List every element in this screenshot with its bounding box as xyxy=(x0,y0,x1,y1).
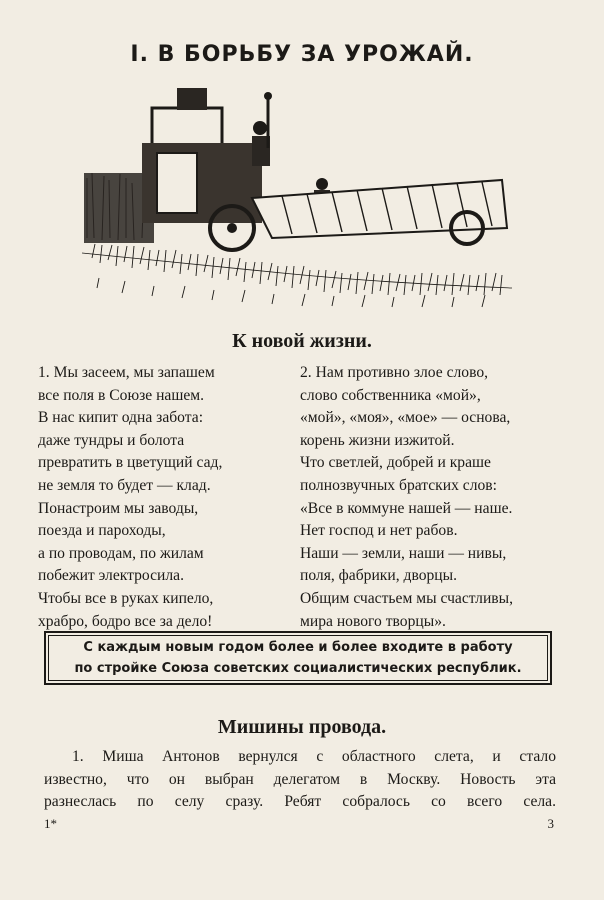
poem-line: слово собственника «мой», xyxy=(300,386,481,404)
poem-line: полнозвучных братских слов: xyxy=(300,476,497,494)
slogan-banner xyxy=(44,631,552,685)
poem-stanza-1 xyxy=(38,362,293,633)
poem-line: а по проводам, по жилам xyxy=(38,544,204,562)
chapter-title: I. В БОРЬБУ ЗА УРОЖАЙ. xyxy=(130,42,474,67)
story-line: 1. Миша Антонов вернулся с областного слета, и стало xyxy=(72,748,556,765)
poem-line: побежит электросила. xyxy=(38,567,184,585)
poem-line: Понастроим мы заводы, xyxy=(38,499,199,517)
slogan-line: по стройке Союза советских социалистических республик. xyxy=(74,661,522,676)
poem-line: корень жизни изжитой. xyxy=(300,431,455,449)
poem-line: поля, фабрики, дворцы. xyxy=(300,567,458,585)
combine-harvester-illustration xyxy=(82,88,512,313)
poem-line: В нас кипит одна забота: xyxy=(38,409,204,427)
poem-line: «Все в коммуне нашей — наше. xyxy=(300,499,513,517)
poem-line: все поля в Союзе нашем. xyxy=(38,386,205,404)
poem-line: Нет господ и нет рабов. xyxy=(300,522,458,540)
slogan-line: С каждым новым годом более и более входите в работу xyxy=(83,640,513,655)
story-line: известно, что он выбран делегатом в Москву. Новость эта xyxy=(44,770,556,788)
poem-line: Общим счастьем мы счастливы, xyxy=(300,589,514,607)
poem-line: 1. Мы засеем, мы запашем xyxy=(38,364,215,381)
poem-line: мира нового творцы». xyxy=(300,612,446,630)
poem-line: превратить в цветущий сад, xyxy=(38,454,223,472)
poem-title: К новой жизни. xyxy=(232,330,372,352)
poem-line: Что светлей, добрей и краше xyxy=(300,454,491,472)
poem-line: Наши — земли, наши — нивы, xyxy=(300,544,507,562)
poem-line: 2. Нам противно злое слово, xyxy=(300,364,489,381)
poem-line: даже тундры и болота xyxy=(38,431,185,449)
story-title: Мишины провода. xyxy=(217,716,387,738)
poem-line: не земля то будет — клад. xyxy=(38,476,211,494)
poem-line: «мой», «моя», «мое» — основа, xyxy=(300,409,511,427)
poem-line: Чтобы все в руках кипело, xyxy=(38,589,214,607)
page-number: 3 xyxy=(547,816,554,831)
poem-line: храбро, бодро все за дело! xyxy=(38,612,213,630)
story-line: разнеслась по селу сразу. Ребят собралось со всего села. xyxy=(44,793,556,810)
poem-stanza-2 xyxy=(300,362,565,633)
poem-line: поезда и пароходы, xyxy=(38,522,166,540)
printer-signature: 1* xyxy=(44,816,57,831)
story-text xyxy=(44,746,556,814)
